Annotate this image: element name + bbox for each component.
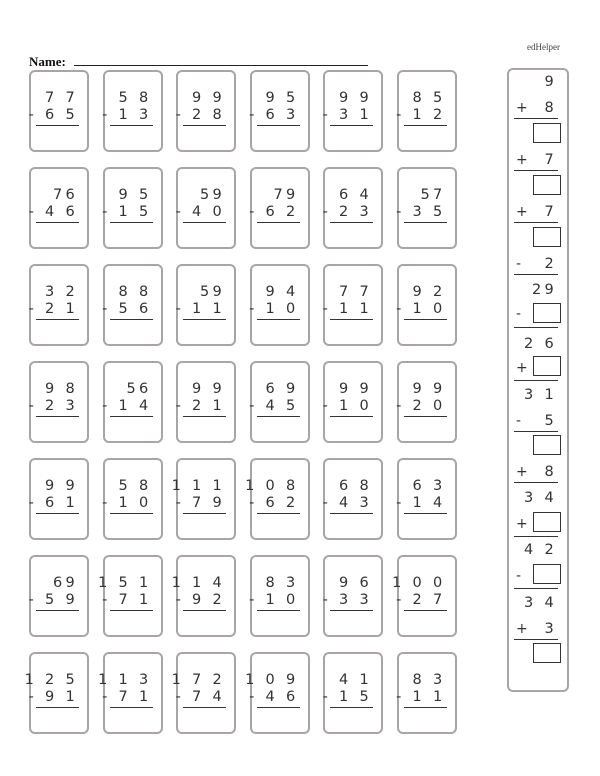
minuend: 8 8: [118, 284, 152, 300]
minuend: 1 7 2: [171, 672, 225, 688]
answer-line[interactable]: [36, 707, 79, 708]
answer-line[interactable]: [330, 125, 373, 126]
answer-line[interactable]: [257, 513, 300, 514]
problem-card[interactable]: [250, 264, 310, 346]
answer-line[interactable]: [110, 610, 153, 611]
chain-op: +: [516, 516, 528, 532]
problem-card[interactable]: [24, 652, 89, 734]
minuend: 4 1: [339, 672, 372, 688]
chain-value: 3 1: [524, 387, 557, 403]
minuend: 9 2: [412, 284, 446, 300]
answer-line[interactable]: [257, 707, 300, 708]
subtrahend: - 6 2: [249, 495, 299, 511]
problem-card[interactable]: [392, 555, 457, 637]
subtrahend: - 1 5: [322, 689, 372, 705]
subtrahend: - 7 1: [102, 592, 152, 608]
answer-line[interactable]: [183, 707, 226, 708]
answer-line[interactable]: [36, 610, 79, 611]
minuend: 57: [420, 187, 446, 203]
problem-card[interactable]: [397, 361, 457, 443]
chain-op: -: [516, 568, 522, 584]
minuend: 69: [52, 575, 78, 591]
problem-card[interactable]: [250, 70, 310, 152]
subtrahend: - 4 0: [175, 204, 225, 220]
subtrahend: - 1 0: [322, 398, 372, 414]
subtrahend: - 1 5: [102, 204, 152, 220]
problem-card[interactable]: [29, 264, 89, 346]
subtrahend: - 7 1: [102, 689, 152, 705]
problem-card[interactable]: [323, 264, 383, 346]
minuend: 5 8: [118, 478, 152, 494]
chain-bar: [514, 639, 558, 640]
minuend: 6 4: [339, 187, 372, 203]
minuend: 6 8: [339, 478, 372, 494]
problem-card[interactable]: [176, 167, 236, 249]
minuend: 9 9: [45, 478, 78, 494]
minuend: 6 9: [265, 381, 299, 397]
problem-card[interactable]: [29, 555, 89, 637]
chain-op: +: [516, 621, 528, 637]
subtrahend: - 1 1: [175, 301, 225, 317]
subtrahend: - 2 3: [322, 204, 372, 220]
subtrahend: - 6 5: [28, 107, 78, 123]
subtrahend: - 3 3: [322, 592, 372, 608]
minuend: 9 6: [339, 575, 372, 591]
chain-start: 9: [544, 74, 557, 90]
chain-value: 3 4: [524, 595, 557, 611]
subtrahend: - 1 0: [249, 301, 299, 317]
subtrahend: - 1 4: [102, 398, 152, 414]
minuend: 1 1 4: [171, 575, 225, 591]
chain-answer-box[interactable]: [533, 123, 561, 143]
subtrahend: - 6 2: [249, 204, 299, 220]
chain-op: +: [516, 152, 528, 168]
answer-line[interactable]: [404, 707, 447, 708]
problem-card[interactable]: [245, 458, 310, 540]
minuend: 5 8: [118, 90, 152, 106]
answer-line[interactable]: [257, 416, 300, 417]
minuend: 9 9: [192, 381, 225, 397]
chain-bar: [514, 431, 558, 432]
minuend: 56: [126, 381, 152, 397]
answer-line[interactable]: [183, 125, 226, 126]
chain-bar: [514, 482, 558, 483]
subtrahend: - 1 2: [396, 107, 446, 123]
chain-value: 8: [544, 464, 557, 480]
minuend: 9 8: [45, 381, 78, 397]
problem-card[interactable]: [103, 361, 163, 443]
subtrahend: - 1 1: [396, 689, 446, 705]
chain-op: +: [516, 204, 528, 220]
problem-card[interactable]: [29, 458, 89, 540]
chain-op: -: [516, 413, 522, 429]
answer-line[interactable]: [110, 222, 153, 223]
minuend: 59: [199, 187, 225, 203]
answer-line[interactable]: [330, 707, 373, 708]
answer-line[interactable]: [183, 610, 226, 611]
subtrahend: - 7 9: [175, 495, 225, 511]
problem-grid: [24, 70, 457, 734]
minuend: 1 2 5: [24, 672, 78, 688]
answer-line[interactable]: [183, 222, 226, 223]
subtrahend: - 2 7: [396, 592, 446, 608]
answer-line[interactable]: [110, 513, 153, 514]
minuend: 76: [52, 187, 78, 203]
minuend: 7 7: [45, 90, 78, 106]
answer-line[interactable]: [404, 416, 447, 417]
problem-card[interactable]: [171, 555, 236, 637]
minuend: 1 1 1: [171, 478, 225, 494]
chain-value: 3 4: [524, 490, 557, 506]
minuend: 9 5: [265, 90, 299, 106]
chain-answer-box[interactable]: [533, 435, 561, 455]
problem-card[interactable]: [176, 264, 236, 346]
chain-value: 3: [544, 621, 557, 637]
answer-line[interactable]: [110, 125, 153, 126]
chain-op: +: [516, 360, 528, 376]
minuend: 9 9: [339, 90, 372, 106]
problem-card[interactable]: [103, 70, 163, 152]
answer-line[interactable]: [110, 707, 153, 708]
chain-op: -: [516, 256, 522, 272]
chain-bar: [514, 170, 558, 171]
minuend: 8 3: [412, 672, 446, 688]
minuend: 1 0 0: [392, 575, 446, 591]
subtrahend: - 2 3: [28, 398, 78, 414]
problem-card[interactable]: [103, 458, 163, 540]
chain-value: 4 2: [524, 542, 557, 558]
answer-line[interactable]: [110, 319, 153, 320]
minuend: 1 0 9: [245, 672, 299, 688]
chain-value: 7: [544, 204, 557, 220]
subtrahend: - 2 1: [28, 301, 78, 317]
subtrahend: - 9 2: [175, 592, 225, 608]
answer-line[interactable]: [330, 416, 373, 417]
answer-line[interactable]: [257, 125, 300, 126]
chain-answer-box[interactable]: [533, 512, 561, 532]
answer-line[interactable]: [257, 222, 300, 223]
subtrahend: - 2 1: [175, 398, 225, 414]
chain-op: +: [516, 464, 528, 480]
problem-card[interactable]: [397, 167, 457, 249]
subtrahend: - 2 0: [396, 398, 446, 414]
answer-line[interactable]: [36, 125, 79, 126]
side-chain-panel: [507, 68, 569, 692]
answer-line[interactable]: [404, 513, 447, 514]
subtrahend: - 6 1: [28, 495, 78, 511]
minuend: 1 0 8: [245, 478, 299, 494]
minuend: 1 5 1: [98, 575, 152, 591]
answer-line[interactable]: [257, 610, 300, 611]
minuend: 7 7: [339, 284, 372, 300]
problem-card[interactable]: [397, 264, 457, 346]
minuend: 59: [199, 284, 225, 300]
subtrahend: - 1 1: [322, 301, 372, 317]
chain-bar: [514, 222, 558, 223]
subtrahend: - 1 0: [249, 592, 299, 608]
chain-value: 2 6: [524, 336, 557, 352]
problem-card[interactable]: [323, 652, 383, 734]
problem-card[interactable]: [98, 555, 163, 637]
minuend: 9 9: [339, 381, 372, 397]
minuend: 9 5: [118, 187, 152, 203]
answer-line[interactable]: [404, 610, 447, 611]
chain-value: 29: [531, 282, 557, 298]
problem-card[interactable]: [176, 70, 236, 152]
answer-line[interactable]: [330, 319, 373, 320]
minuend: 9 9: [412, 381, 446, 397]
problem-card[interactable]: [29, 361, 89, 443]
subtrahend: - 1 0: [396, 301, 446, 317]
answer-line[interactable]: [330, 610, 373, 611]
answer-line[interactable]: [36, 222, 79, 223]
subtrahend: - 1 4: [396, 495, 446, 511]
chain-answer-box[interactable]: [533, 227, 561, 247]
problem-card[interactable]: [323, 167, 383, 249]
answer-line[interactable]: [404, 222, 447, 223]
problem-card[interactable]: [176, 361, 236, 443]
chain-bar: [514, 118, 558, 119]
problem-card[interactable]: [250, 167, 310, 249]
problem-card[interactable]: [171, 458, 236, 540]
minuend: 9 4: [265, 284, 299, 300]
subtrahend: - 4 6: [249, 689, 299, 705]
subtrahend: - 6 3: [249, 107, 299, 123]
chain-bar: [514, 380, 558, 381]
subtrahend: - 2 8: [175, 107, 225, 123]
problem-card[interactable]: [323, 70, 383, 152]
chain-op: +: [516, 100, 528, 116]
chain-bar: [514, 327, 558, 328]
problem-card[interactable]: [98, 652, 163, 734]
subtrahend: - 3 5: [396, 204, 446, 220]
chain-answer-box[interactable]: [533, 303, 561, 323]
answer-line[interactable]: [330, 222, 373, 223]
minuend: 6 3: [412, 478, 446, 494]
answer-line[interactable]: [404, 319, 447, 320]
name-line[interactable]: [74, 65, 368, 66]
problem-card[interactable]: [323, 555, 383, 637]
answer-line[interactable]: [183, 416, 226, 417]
problem-card[interactable]: [397, 458, 457, 540]
subtrahend: - 9 1: [28, 689, 78, 705]
chain-value: 7: [544, 152, 557, 168]
problem-card[interactable]: [103, 167, 163, 249]
answer-line[interactable]: [110, 416, 153, 417]
answer-line[interactable]: [257, 319, 300, 320]
problem-card[interactable]: [323, 458, 383, 540]
problem-card[interactable]: [397, 652, 457, 734]
answer-line[interactable]: [36, 319, 79, 320]
answer-line[interactable]: [404, 125, 447, 126]
subtrahend: - 7 4: [175, 689, 225, 705]
subtrahend: - 5 9: [28, 592, 78, 608]
subtrahend: - 1 0: [102, 495, 152, 511]
chain-op: -: [516, 306, 522, 322]
chain-answer-box[interactable]: [533, 356, 561, 376]
minuend: 1 1 3: [98, 672, 152, 688]
chain-answer-box[interactable]: [533, 643, 561, 663]
minuend: 3 2: [45, 284, 78, 300]
name-label: Name:: [29, 54, 66, 69]
chain-value: 5: [544, 413, 557, 429]
chain-value: 2: [544, 256, 557, 272]
answer-line[interactable]: [36, 513, 79, 514]
answer-line[interactable]: [36, 416, 79, 417]
answer-line[interactable]: [183, 319, 226, 320]
problem-card[interactable]: [171, 652, 236, 734]
minuend: 8 3: [265, 575, 299, 591]
brand-label: edHelper: [527, 42, 560, 52]
subtrahend: - 4 5: [249, 398, 299, 414]
problem-card[interactable]: [29, 167, 89, 249]
minuend: 79: [273, 187, 299, 203]
answer-line[interactable]: [330, 513, 373, 514]
subtrahend: - 3 1: [322, 107, 372, 123]
subtrahend: - 1 3: [102, 107, 152, 123]
chain-answer-box[interactable]: [533, 564, 561, 584]
problem-card[interactable]: [245, 652, 310, 734]
subtrahend: - 5 6: [102, 301, 152, 317]
chain-answer-box[interactable]: [533, 175, 561, 195]
answer-line[interactable]: [183, 513, 226, 514]
subtrahend: - 4 3: [322, 495, 372, 511]
problem-card[interactable]: [29, 70, 89, 152]
chain-value: 8: [544, 100, 557, 116]
minuend: 8 5: [412, 90, 446, 106]
chain-bar: [514, 588, 558, 589]
problem-card[interactable]: [103, 264, 163, 346]
minuend: 9 9: [192, 90, 225, 106]
chain-bar: [514, 274, 558, 275]
chain-bar: [514, 536, 558, 537]
problem-card[interactable]: [250, 361, 310, 443]
problem-card[interactable]: [323, 361, 383, 443]
subtrahend: - 4 6: [28, 204, 78, 220]
problem-card[interactable]: [250, 555, 310, 637]
problem-card[interactable]: [397, 70, 457, 152]
